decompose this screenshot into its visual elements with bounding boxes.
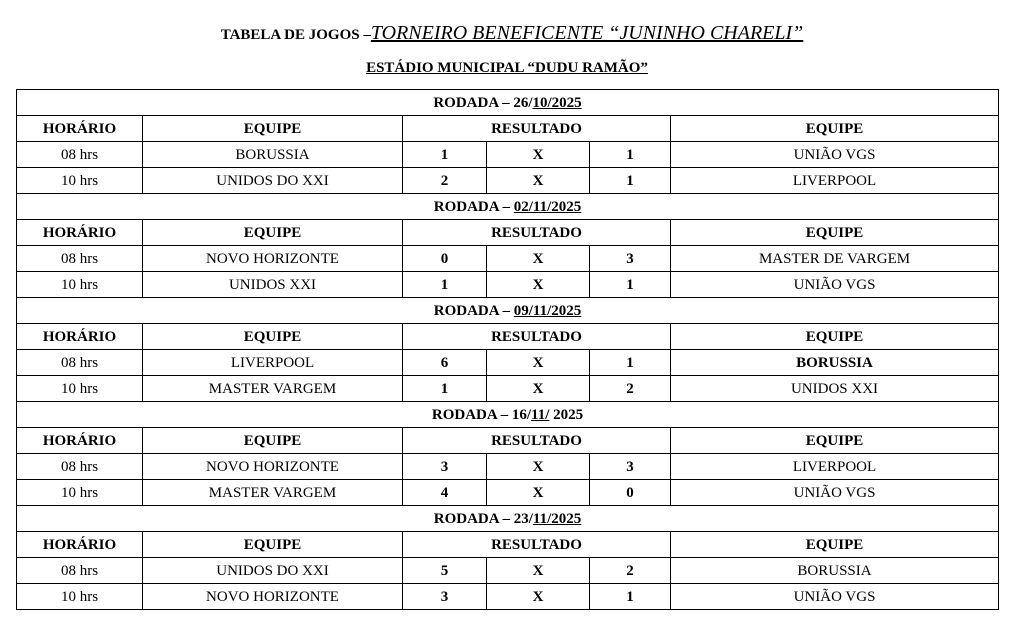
- round-label: RODADA –: [433, 94, 514, 111]
- column-header-row: [17, 324, 999, 350]
- team-b: UNIÃO VGS: [671, 584, 999, 610]
- versus-mark: X: [487, 480, 590, 506]
- match-time: 08 hrs: [17, 558, 143, 584]
- header-team-a: EQUIPE: [143, 220, 403, 246]
- team-b: UNIDOS XXI: [671, 376, 999, 402]
- score-a: 5: [403, 558, 487, 584]
- match-time: 08 hrs: [17, 142, 143, 168]
- score-a: 0: [403, 246, 487, 272]
- round-header-row: [17, 506, 999, 532]
- match-row: [17, 168, 999, 194]
- team-b: UNIÃO VGS: [671, 142, 999, 168]
- team-b: BORUSSIA: [671, 350, 999, 376]
- round-title: [17, 506, 999, 532]
- score-a: 6: [403, 350, 487, 376]
- team-b: UNIÃO VGS: [671, 480, 999, 506]
- header-result: RESULTADO: [403, 220, 671, 246]
- round-date-underlined: 02/11/2025: [513, 198, 582, 215]
- column-header-row: [17, 116, 999, 142]
- score-a: 1: [403, 376, 487, 402]
- score-b: 2: [590, 376, 671, 402]
- round-label: RODADA –: [433, 510, 514, 527]
- team-a: BORUSSIA: [143, 142, 403, 168]
- round-date-underlined: 10/2025: [532, 94, 582, 111]
- versus-mark: X: [487, 558, 590, 584]
- round-header-row: [17, 90, 999, 116]
- versus-mark: X: [487, 272, 590, 298]
- header-result: RESULTADO: [403, 428, 671, 454]
- match-row: [17, 272, 999, 298]
- header-team-b: EQUIPE: [671, 428, 999, 454]
- header-team-b: EQUIPE: [671, 324, 999, 350]
- team-a: UNIDOS DO XXI: [143, 168, 403, 194]
- header-team-a: EQUIPE: [143, 532, 403, 558]
- score-b: 1: [590, 272, 671, 298]
- match-time: 08 hrs: [17, 454, 143, 480]
- match-row: [17, 558, 999, 584]
- match-time: 10 hrs: [17, 168, 143, 194]
- match-time: 10 hrs: [17, 272, 143, 298]
- header-result: RESULTADO: [403, 532, 671, 558]
- header-time: HORÁRIO: [17, 324, 143, 350]
- score-b: 1: [590, 584, 671, 610]
- tournament-name: TORNEIRO BENEFICENTE “JUNINHO CHARELI”: [370, 22, 804, 44]
- round-header-row: [17, 402, 999, 428]
- round-label: RODADA –: [433, 198, 514, 215]
- team-b: MASTER DE VARGEM: [671, 246, 999, 272]
- match-row: [17, 454, 999, 480]
- score-b: 0: [590, 480, 671, 506]
- round-date-underlined: 11/: [531, 406, 550, 423]
- versus-mark: X: [487, 168, 590, 194]
- schedule-body: [17, 90, 999, 610]
- match-time: 08 hrs: [17, 350, 143, 376]
- score-a: 3: [403, 454, 487, 480]
- score-a: 4: [403, 480, 487, 506]
- header-team-b: EQUIPE: [671, 220, 999, 246]
- header-time: HORÁRIO: [17, 532, 143, 558]
- header-team-a: EQUIPE: [143, 324, 403, 350]
- round-date-part: 16/: [511, 406, 532, 423]
- header-team-b: EQUIPE: [671, 116, 999, 142]
- header-time: HORÁRIO: [17, 116, 143, 142]
- match-schedule-table: [16, 89, 999, 610]
- round-date-part: 2025: [549, 406, 584, 423]
- column-header-row: [17, 220, 999, 246]
- match-row: [17, 246, 999, 272]
- versus-mark: X: [487, 584, 590, 610]
- header-team-b: EQUIPE: [671, 532, 999, 558]
- page-title: [0, 21, 1024, 47]
- versus-mark: X: [487, 142, 590, 168]
- score-a: 2: [403, 168, 487, 194]
- score-a: 3: [403, 584, 487, 610]
- versus-mark: X: [487, 376, 590, 402]
- match-time: 10 hrs: [17, 376, 143, 402]
- team-a: UNIDOS DO XXI: [143, 558, 403, 584]
- match-time: 10 hrs: [17, 480, 143, 506]
- match-row: [17, 350, 999, 376]
- stadium-name: ESTÁDIO MUNICIPAL “DUDU RAMÃO”: [366, 60, 648, 76]
- match-time: 08 hrs: [17, 246, 143, 272]
- round-date-part: 23/: [513, 510, 533, 527]
- team-a: NOVO HORIZONTE: [143, 246, 403, 272]
- header-team-a: EQUIPE: [143, 116, 403, 142]
- round-title: [17, 90, 999, 116]
- round-date-underlined: 11/2025: [532, 510, 582, 527]
- round-header-row: [17, 298, 999, 324]
- round-title: [17, 298, 999, 324]
- match-row: [17, 142, 999, 168]
- team-a: LIVERPOOL: [143, 350, 403, 376]
- team-b: BORUSSIA: [671, 558, 999, 584]
- score-a: 1: [403, 272, 487, 298]
- match-time: 10 hrs: [17, 584, 143, 610]
- team-b: UNIÃO VGS: [671, 272, 999, 298]
- score-b: 3: [590, 454, 671, 480]
- round-header-row: [17, 194, 999, 220]
- score-b: 1: [590, 142, 671, 168]
- score-b: 1: [590, 168, 671, 194]
- header-team-a: EQUIPE: [143, 428, 403, 454]
- header-result: RESULTADO: [403, 324, 671, 350]
- versus-mark: X: [487, 350, 590, 376]
- score-b: 2: [590, 558, 671, 584]
- team-b: LIVERPOOL: [671, 168, 999, 194]
- match-row: [17, 376, 999, 402]
- round-title: [17, 194, 999, 220]
- column-header-row: [17, 532, 999, 558]
- score-a: 1: [403, 142, 487, 168]
- round-label: RODADA –: [431, 406, 512, 423]
- round-date-part: 26/: [513, 94, 533, 111]
- score-b: 3: [590, 246, 671, 272]
- score-b: 1: [590, 350, 671, 376]
- header-time: HORÁRIO: [17, 428, 143, 454]
- header-time: HORÁRIO: [17, 220, 143, 246]
- team-b: LIVERPOOL: [671, 454, 999, 480]
- team-a: MASTER VARGEM: [143, 480, 403, 506]
- header-result: RESULTADO: [403, 116, 671, 142]
- team-a: NOVO HORIZONTE: [143, 454, 403, 480]
- team-a: UNIDOS XXI: [143, 272, 403, 298]
- match-row: [17, 584, 999, 610]
- versus-mark: X: [487, 454, 590, 480]
- match-row: [17, 480, 999, 506]
- round-title: [17, 402, 999, 428]
- round-date-underlined: 09/11/2025: [513, 302, 582, 319]
- team-a: NOVO HORIZONTE: [143, 584, 403, 610]
- round-label: RODADA –: [433, 302, 514, 319]
- team-a: MASTER VARGEM: [143, 376, 403, 402]
- versus-mark: X: [487, 246, 590, 272]
- title-prefix: TABELA DE JOGOS –: [220, 27, 371, 43]
- column-header-row: [17, 428, 999, 454]
